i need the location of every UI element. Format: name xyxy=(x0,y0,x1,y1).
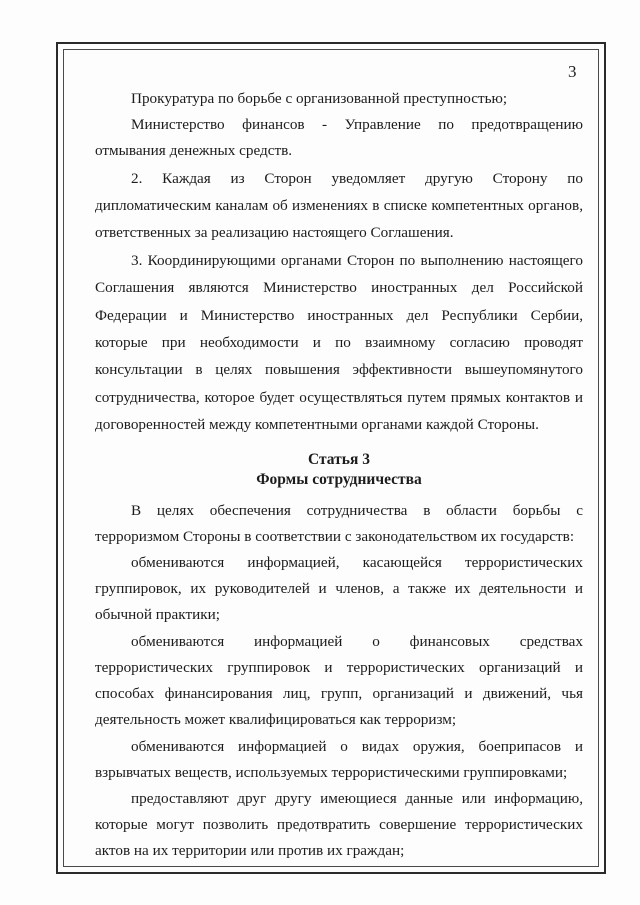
paragraph-finance-ministry: Министерство финансов - Управление по предотвращению отмывания денежных средств. xyxy=(95,116,583,160)
page-number: 3 xyxy=(568,62,577,81)
paragraph-prosecutor: Прокуратура по борьбе с организованной преступностью; xyxy=(131,90,508,107)
list-item: обмениваются информацией, касающейся террористических группировок, их руководителей и членов, а также их деятельности и обычной практики; xyxy=(95,554,583,624)
paragraph-clause-2: 2. Каждая из Сторон уведомляет другую Сторону по дипломатическим каналам об изменениях в списке компетентных органов, ответственных за реализацию настоящего Соглашения. xyxy=(95,169,583,242)
list-item: обмениваются информацией о финансовых средствах террористических группировок и террористических организаций и способах финансирования лиц, групп, организаций и движений, чья деятельность может квалифицироваться как терроризм; xyxy=(95,632,583,729)
paragraph-clause-3: 3. Координирующими органами Сторон по выполнению настоящего Соглашения являются Министерство иностранных дел Российской Федерации и Министерство иностранных дел Республики Сербии, которые при необходимости и по взаимному согласию проводят консультации в целях повышения эффективности вышеупомянутого сотрудничества, которое будет осуществляться путем прямых контактов и договоренностей между компетентными органами каждой Стороны. xyxy=(95,251,583,434)
list-item: предоставляют друг другу имеющиеся данные или информацию, которые могут позволить предотвратить совершение террористических актов на их территории или против их граждан; xyxy=(95,789,583,860)
list-item: обмениваются информацией о видах оружия, боеприпасов и взрывчатых веществ, используемых террористическими группировками; xyxy=(95,737,583,781)
article-title: Формы сотрудничества xyxy=(256,470,422,488)
article-heading xyxy=(95,450,583,490)
paragraph-intro: В целях обеспечения сотрудничества в области борьбы с терроризмом Стороны в соответствии с законодательством их государств: xyxy=(95,501,583,545)
article-number: Статья 3 xyxy=(308,450,370,468)
document-body xyxy=(95,86,583,865)
